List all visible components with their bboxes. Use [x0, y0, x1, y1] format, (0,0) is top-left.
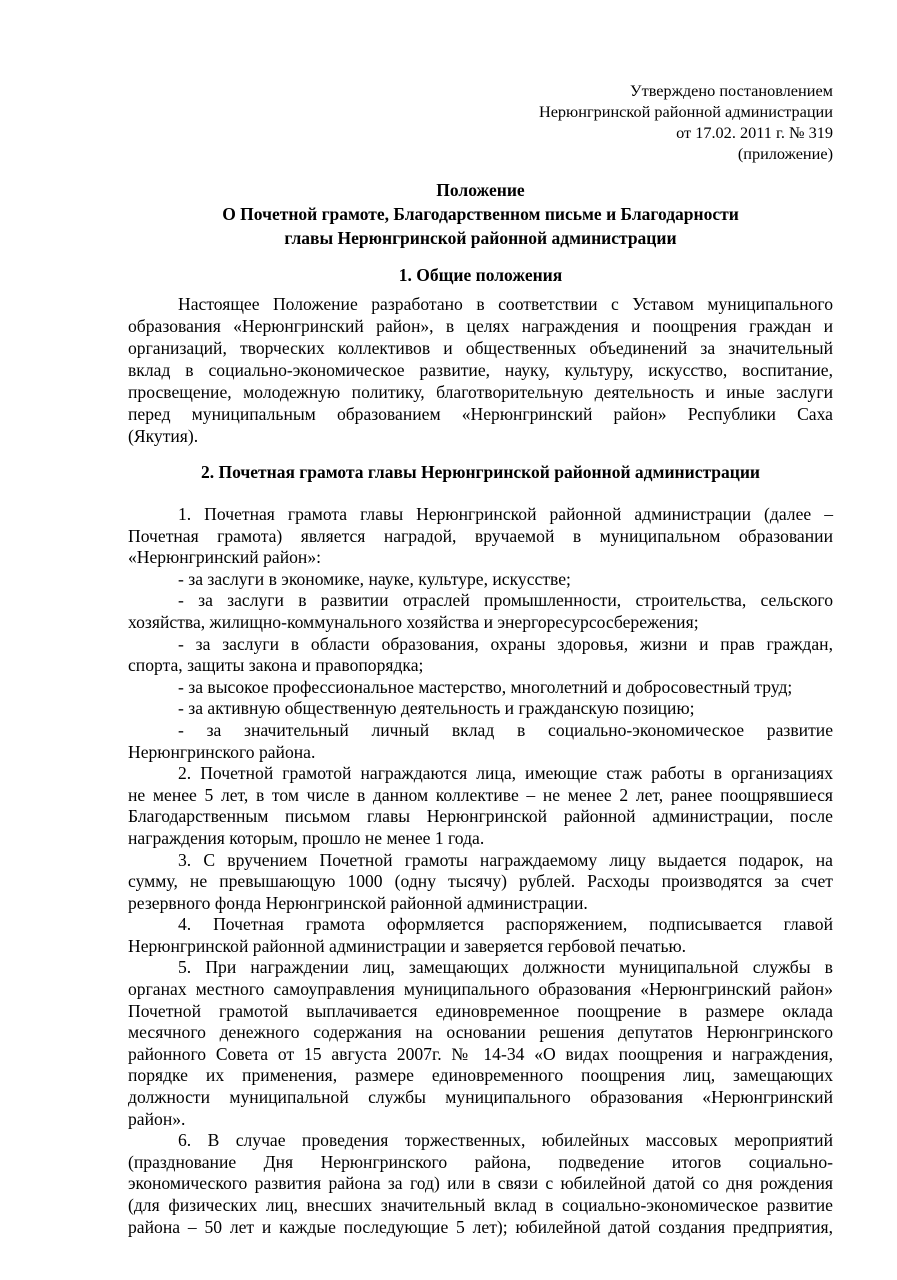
text-line: район».	[128, 1108, 186, 1129]
text-line: награждения которым, прошло не менее 1 года.	[128, 827, 485, 848]
list-item: - за заслуги в развитии отраслей промышленности, строительства, сельского	[178, 590, 833, 611]
section-2-heading: 2. Почетная грамота главы Нерюнгринской районной администрации	[200, 462, 761, 482]
text-line: Благодарственным письмом главы Нерюнгринской районной администрации, после	[128, 806, 833, 827]
approval-line: (приложение)	[737, 144, 833, 163]
text-line: (Якутия).	[128, 426, 199, 446]
text-line: Нерюнгринского района.	[128, 741, 316, 762]
text-line: районного Совета от 15 августа 2007г. № 14-34 «О видах поощрения и награждения,	[128, 1043, 833, 1064]
text-line: перед муниципальным образованием «Нерюнгринский район» Республики Саха	[128, 404, 833, 424]
text-line: просвещение, молодежную политику, благотворительную деятельность и иные заслуги	[128, 382, 833, 402]
document-title	[128, 178, 833, 250]
text-line: образования «Нерюнгринский район», в целях награждения и поощрения граждан и	[128, 316, 833, 336]
approval-stamp	[539, 80, 833, 164]
text-line: хозяйства, жилищно-коммунального хозяйства и энергоресурсосбережения;	[128, 611, 699, 632]
section-2-body	[128, 504, 833, 1238]
text-line: организаций, творческих коллективов и общественных объединений за значительный	[128, 338, 833, 358]
text-line: органах местного самоуправления муниципального образования «Нерюнгринский район»	[128, 979, 833, 1000]
text-line: (для физических лиц, внесших значительный вклад в социально-экономическое развитие	[128, 1195, 833, 1215]
text-line: месячного денежного содержания на основании решения депутатов Нерюнгринского	[128, 1022, 833, 1043]
text-line: экономического развития района за год) или в связи с юбилейной датой со дня рождения	[128, 1173, 833, 1194]
list-item: - за заслуги в экономике, науке, культуре, искусстве;	[178, 568, 571, 589]
title-line: главы Нерюнгринской районной администрации	[284, 228, 677, 248]
list-item: - за активную общественную деятельность и гражданскую позицию;	[178, 698, 695, 719]
text-line: района – 50 лет и каждые последующие 5 лет); юбилейной датой создания предприятия,	[128, 1216, 833, 1237]
text-line: должности муниципальной службы муниципального образования «Нерюнгринский	[128, 1087, 833, 1108]
text-line: (празднование Дня Нерюнгринского района, подведение итогов социально-	[128, 1151, 833, 1172]
text-line: Нерюнгринской районной администрации и заверяется гербовой печатью.	[128, 935, 687, 956]
text-line: 3. С вручением Почетной грамоты награждаемому лицу выдается подарок, на	[178, 849, 833, 870]
approval-line: Нерюнгринской районной администрации	[538, 102, 833, 121]
text-line: 1. Почетная грамота главы Нерюнгринской районной администрации (далее –	[178, 504, 833, 524]
text-line: «Нерюнгринский район»:	[128, 547, 322, 568]
text-line: сумму, не превышающую 1000 (одну тысячу) рублей. Расходы производятся за счет	[128, 871, 833, 892]
title-line: Положение	[436, 180, 525, 200]
text-line: порядке их применения, размере единовременного поощрения лиц, замещающих	[128, 1065, 833, 1086]
text-line: спорта, защиты закона и правопорядка;	[128, 655, 424, 676]
title-line: О Почетной грамоте, Благодарственном письме и Благодарности	[222, 204, 739, 224]
text-line: 4. Почетная грамота оформляется распоряжением, подписывается главой	[178, 914, 833, 935]
list-item: - за высокое профессиональное мастерство, многолетний и добросовестный труд;	[178, 676, 793, 697]
section-1-body	[128, 293, 833, 447]
text-line: 6. В случае проведения торжественных, юбилейных массовых мероприятий	[178, 1130, 833, 1151]
text-line: вклад в социально-экономическое развитие, науку, культуру, искусство, воспитание,	[128, 360, 833, 380]
text-line: Почетной грамотой выплачивается единовременное поощрение в размере оклада	[128, 1000, 833, 1021]
text-line: 2. Почетной грамотой награждаются лица, имеющие стаж работы в организациях	[178, 763, 833, 784]
text-line: не менее 5 лет, в том числе в данном коллективе – не менее 2 лет, ранее поощрявшиеся	[128, 784, 833, 805]
text-line: Настоящее Положение разработано в соответствии с Уставом муниципального	[178, 294, 833, 314]
section-1-heading: 1. Общие положения	[398, 265, 563, 285]
list-item: - за заслуги в области образования, охраны здоровья, жизни и прав граждан,	[178, 633, 833, 654]
text-line: Почетная грамота) является наградой, вручаемой в муниципальном образовании	[128, 525, 833, 546]
approval-line: от 17.02. 2011 г. № 319	[676, 123, 833, 142]
list-item: - за значительный личный вклад в социально-экономическое развитие	[178, 719, 833, 740]
text-line: резервного фонда Нерюнгринской районной администрации.	[128, 892, 588, 913]
approval-line: Утверждено постановлением	[630, 81, 833, 100]
text-line: 5. При награждении лиц, замещающих должности муниципальной службы в	[178, 957, 833, 978]
